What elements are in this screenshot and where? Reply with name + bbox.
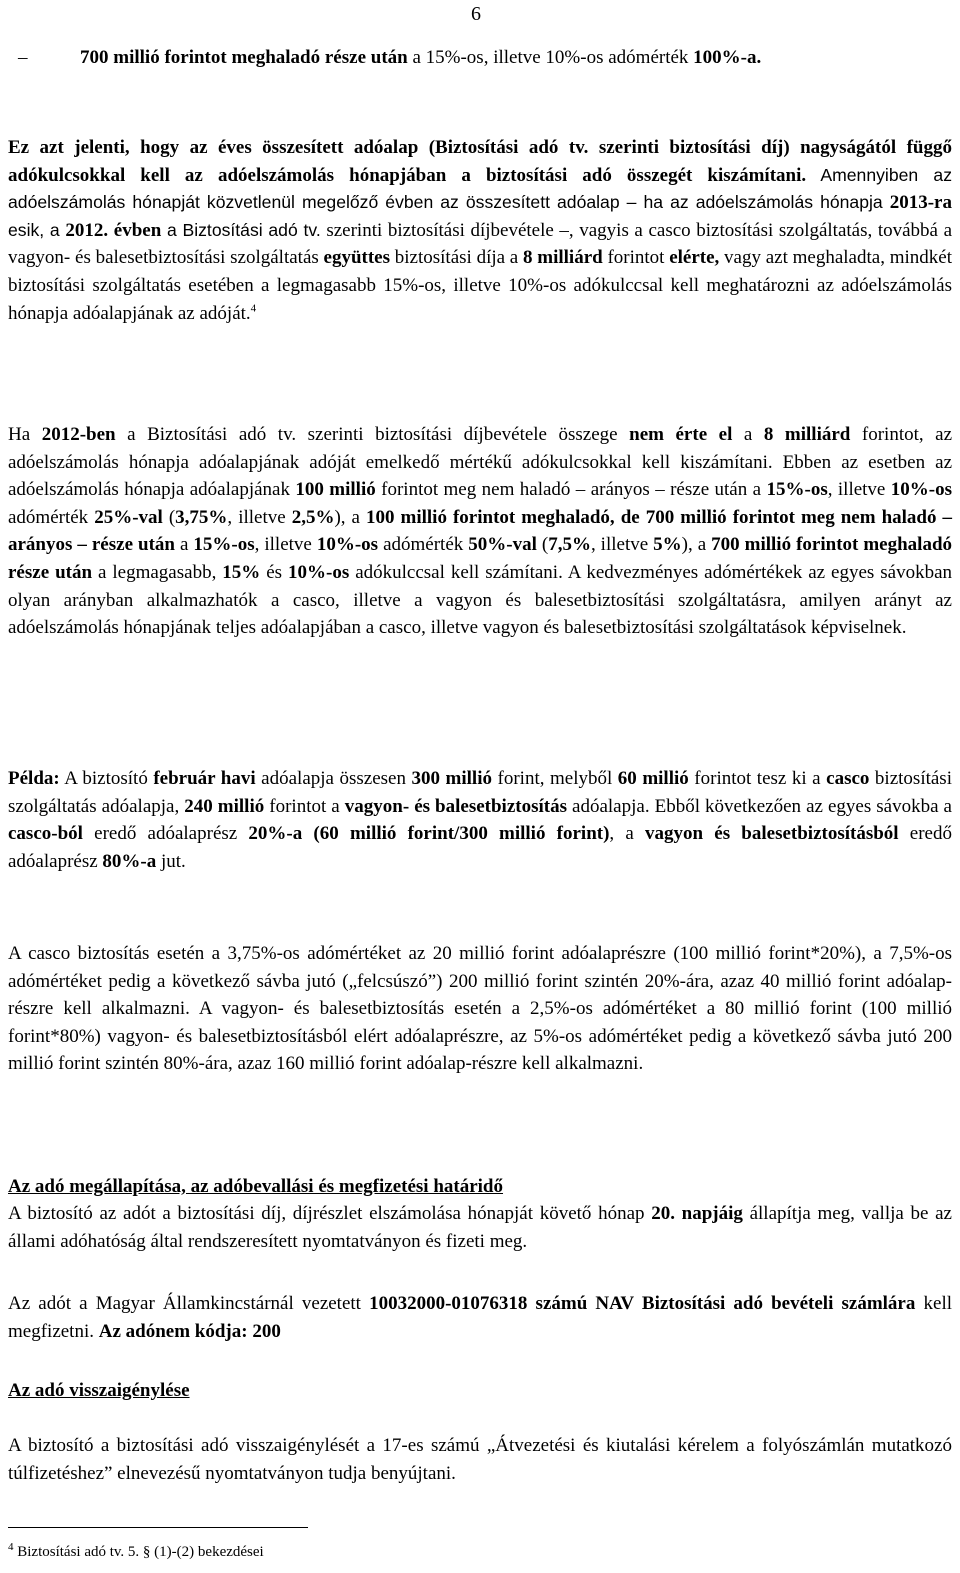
paragraph-casco-calculation: A casco biztosítás esetén a 3,75%-os adómértéket az 20 millió forint adóalaprészre (100 millió forint*20%), a 7,5%-os adómértéket pedig a következő sávba jutó („felcsúszó”) 200 millió forint szintén 20%-ára, azaz 40 millió forint adóalap-részre kell alkalmazni. A vagyon- és balesetbiztosítás esetén a 2,5%-os adómértéket a 80 millió forint (100 millió forint*80%) vagyon- és balesetbiztosításból elért adóalaprészre, az 5%-os adómértéket pedig a következő sávba jutó 200 millió forint szintén 80%-ára, azaz 160 millió forint adóalap-részre kell alkalmazni.	[8, 943, 952, 1075]
bullet-text: 700 millió forintot meghaladó része után a 15%-os, illetve 10%-os adómérték 100%-a.	[80, 47, 762, 68]
paragraph-example: Példa: A biztosító február havi adóalapja összesen 300 millió forint, melyből 60 millió forintot tesz ki a casco biztosítási szolgáltatás adóalapja, 240 millió forintot a vagyon- és balesetbiztosítás adóalapja. Ebből következően az egyes sávokba a casco-ból eredő adóalaprész 20%-a (60 millió forint/300 millió forint), a vagyon és balesetbiztosításból eredő adóalaprész 80%-a jut.	[8, 768, 952, 872]
page-number: 6	[471, 3, 481, 25]
footnote-reference: 4	[250, 302, 257, 315]
section-heading-assessment: Az adó megállapítása, az adóbevallási és megfizetési határidő	[8, 1176, 504, 1197]
footnote-marker: 4	[8, 1541, 14, 1553]
paragraph-progressive-rates: Ha 2012-ben a Biztosítási adó tv. szerinti biztosítási díjbevétele összege nem érte el a 8 milliárd forintot, az adóelszámolás hónapja adóalapjának adóját emelkedő mértékű adókulcsokkal kell kiszámítani. Ebben az esetben az adóelszámolás hónapja adóalapjának 100 millió forintot meg nem haladó – arányos – része után a 15%-os, illetve 10%-os adómérték 25%-val (3,75%, illetve 2,5%), a 100 millió forintot meghaladó, de 700 millió forintot meg nem haladó – arányos – része után a 15%-os, illetve 10%-os adómérték 50%-val (7,5%, illetve 5%), a 700 millió forintot meghaladó része után a legmagasabb, 15% és 10%-os adókulccsal kell számítani. A kedvezményes adómértékek az egyes sávokban olyan arányban alkalmazhatók a casco, illetve a vagyon és balesetbiztosítási szolgáltatásra, amilyen arányt az adóelszámolás hónapjának teljes adóalapjában a casco, illetve vagyon és balesetbiztosítási szolgáltatások képviselnek.	[8, 424, 953, 639]
paragraph-refund: A biztosító a biztosítási adó visszaigénylését a 17-es számú „Átvezetési és kiutalási kérelem a folyószámlán mutatkozó túlfizetéshez” elnevezésű nyomtatványon tudja benyújtani.	[8, 1435, 952, 1484]
footnote-text: Biztosítási adó tv. 5. § (1)-(2) bekezdései	[13, 1544, 264, 1560]
paragraph-payment-account: Az adót a Magyar Államkincstárnál vezetett 10032000-01076318 számú NAV Biztosítási adó bevételi számlára kell megfizetni. Az adónem kódja: 200	[8, 1293, 952, 1342]
section-heading-refund: Az adó visszaigénylése	[8, 1380, 190, 1401]
footnote	[8, 1543, 264, 1561]
paragraph-deadline: A biztosító az adót a biztosítási díj, díjrészlet elszámolása hónapját követő hónap 20. napjáig állapítja meg, vallja be az állami adóhatóság által rendszeresített nyomtatványon és fizeti meg.	[8, 1203, 952, 1252]
bullet-dash: –	[18, 47, 28, 68]
footnote-separator	[8, 1527, 308, 1528]
bullet-item	[8, 44, 952, 72]
paragraph-annual-tax-base: Ez azt jelenti, hogy az éves összesített adóalap (Biztosítási adó tv. szerinti biztosítási díj) nagyságától függő adókulcsokkal kell az adóelszámolás hónapjában a biztosítási adó összegét kiszámítani. Amennyiben az adóelszámolás hónapját közvetlenül megelőző évben az összesített adóalap – ha az adóelszámolás hónapja 2013-ra esik, a 2012. évben a Biztosítási adó tv. szerinti biztosítási díjbevétele –, vagyis a casco biztosítási szolgáltatás, továbbá a vagyon- és balesetbiztosítási szolgáltatás együttes biztosítási díja a 8 milliárd forintot elérte, vagy azt meghaladta, mindkét biztosítási szolgáltatás esetében a legmagasabb 15%-os, illetve 10%-os adókulccsal kell meghatározni az adóelszámolás hónapja adóalapjának az adóját.$^4$	[8, 137, 953, 324]
